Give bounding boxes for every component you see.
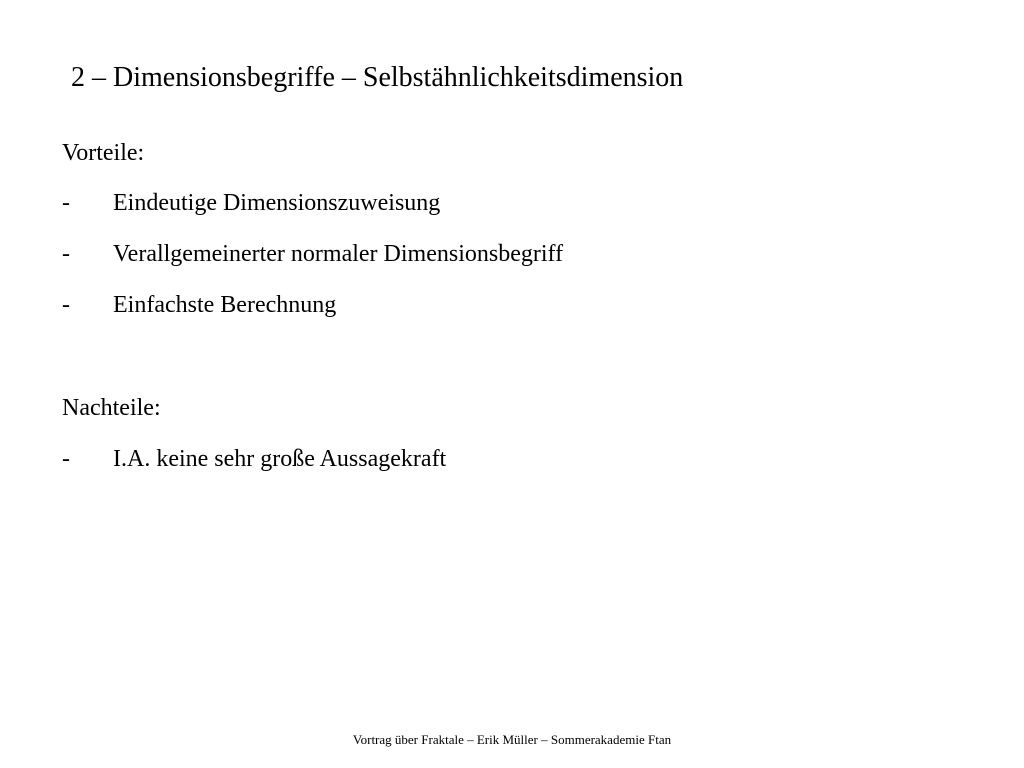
bullet-text: Verallgemeinerter normaler Dimensionsbegriff bbox=[113, 241, 564, 267]
bullet-text: Eindeutige Dimensionszuweisung bbox=[113, 190, 441, 216]
slide-title: 2 – Dimensionsbegriffe – Selbstähnlichkeitsdimension bbox=[71, 62, 684, 93]
advantages-heading: Vorteile: bbox=[62, 140, 145, 166]
bullet-dash: - bbox=[62, 190, 70, 216]
bullet-dash: - bbox=[62, 446, 70, 472]
bullet-text: Einfachste Berechnung bbox=[113, 292, 337, 318]
bullet-dash: - bbox=[62, 241, 70, 267]
slide-footer: Vortrag über Fraktale – Erik Müller – Sommerakademie Ftan bbox=[352, 732, 672, 747]
disadvantages-heading: Nachteile: bbox=[62, 395, 161, 421]
bullet-dash: - bbox=[62, 292, 70, 318]
bullet-text: I.A. keine sehr große Aussagekraft bbox=[113, 446, 447, 472]
